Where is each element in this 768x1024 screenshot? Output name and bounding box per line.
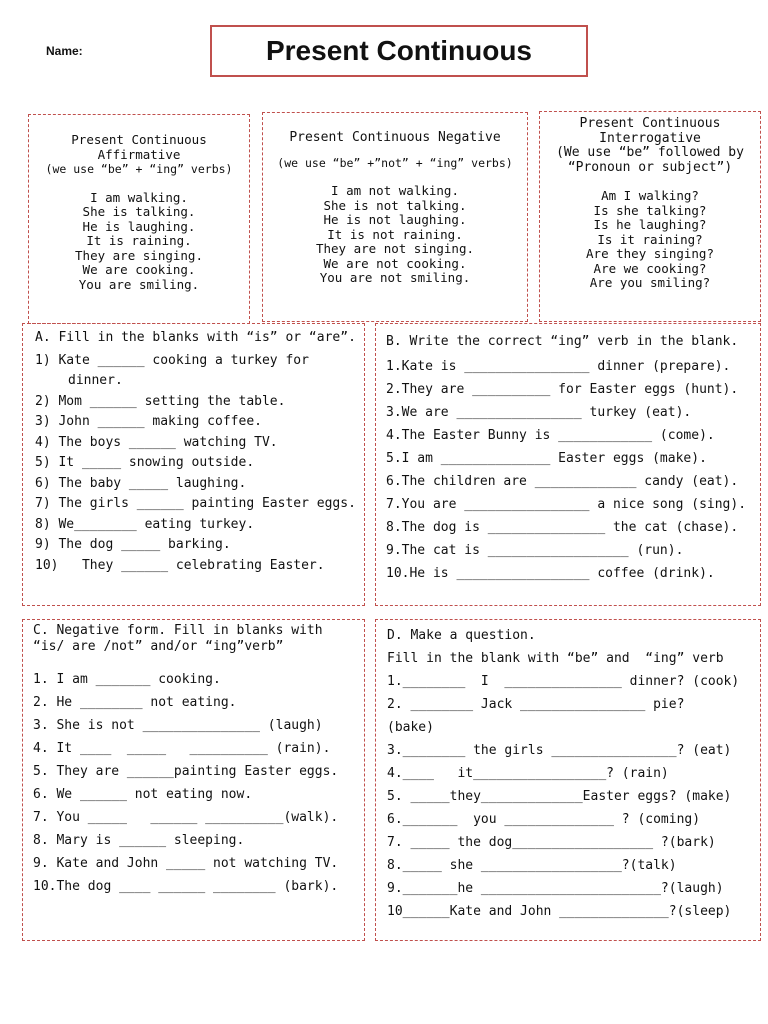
- affirmative-heading-2: Affirmative: [97, 146, 181, 162]
- exercise-c-item: 8. Mary is ______ sleeping.: [33, 833, 245, 848]
- negative-heading-1: Present Continuous Negative: [289, 130, 501, 145]
- negative-example: She is not talking.: [323, 197, 467, 213]
- exercise-b-item: 3.We are ________________ turkey (eat).: [386, 405, 692, 420]
- affirmative-example: It is raining.: [86, 233, 192, 248]
- exercise-a-item: 8) We________ eating turkey.: [35, 516, 255, 532]
- interrogative-example: Is it raining?: [597, 231, 703, 247]
- exercise-d-item: 5. _____they_____________Easter eggs? (make): [387, 789, 732, 804]
- exercise-a-item: 9) The dog _____ barking.: [35, 537, 231, 552]
- affirmative-heading-3: (we use “be” + “ing” verbs): [45, 162, 233, 176]
- exercise-d-item: 8._____ she __________________?(talk): [387, 858, 677, 873]
- exercise-a-item: 6) The baby _____ laughing.: [35, 475, 247, 491]
- exercise-a-item: 5) It _____ snowing outside.: [35, 455, 255, 470]
- affirmative-example: We are cooking.: [82, 262, 196, 277]
- exercise-a-item: 1) Kate ______ cooking a turkey for: [35, 352, 309, 368]
- interrogative-heading-2: Interrogative: [599, 130, 701, 146]
- exercise-c-item: 7. You _____ ______ __________(walk).: [33, 810, 339, 825]
- exercise-c-item: 5. They are ______painting Easter eggs.: [33, 764, 339, 779]
- exercise-c-box: [22, 619, 365, 941]
- negative-heading-2: [263, 146, 527, 156]
- exercise-b-item: 8.The dog is _______________ the cat (chase).: [386, 520, 739, 535]
- exercise-b-item: 5.I am ______________ Easter eggs (make).: [386, 451, 707, 466]
- exercise-b-item: 10.He is _________________ coffee (drink).: [386, 566, 715, 581]
- exercise-a-item: dinner.: [68, 373, 123, 388]
- interrogative-heading-3: (We use “be” followed by: [556, 145, 744, 160]
- exercise-d-box: [375, 619, 761, 941]
- interrogative-example: Are we cooking?: [593, 260, 707, 276]
- exercise-d-item: 7. _____ the dog__________________ ?(bark): [387, 835, 716, 850]
- negative-example: You are not smiling.: [319, 270, 471, 285]
- exercise-b-item: 6.The children are _____________ candy (eat).: [386, 474, 739, 489]
- negative-heading-3: (we use “be” +”not” + “ing” verbs): [277, 155, 513, 170]
- exercise-d-subheading: Fill in the blank with “be” and “ing” verb: [387, 651, 724, 666]
- interrogative-heading-4: “Pronoun or subject”): [567, 159, 733, 175]
- affirmative-example: She is talking.: [82, 204, 196, 219]
- exercise-b-item: 1.Kate is ________________ dinner (prepare).: [386, 359, 731, 374]
- interrogative-example: Am I walking?: [601, 188, 699, 203]
- interrogative-example: Is he laughing?: [593, 217, 707, 232]
- negative-example: We are not cooking.: [323, 255, 467, 271]
- exercise-c-heading-2: “is/ are /not” and/or “ing”verb”: [33, 639, 284, 654]
- exercise-a-item: 3) John ______ making coffee.: [35, 414, 262, 429]
- negative-example: I am not walking.: [331, 183, 459, 198]
- negative-box: [262, 112, 528, 322]
- exercise-b-item: 7.You are ________________ a nice song (sing).: [386, 497, 747, 512]
- exercise-d-item: 2. ________ Jack ________________ pie?: [387, 697, 685, 712]
- affirmative-example: They are singing.: [75, 247, 203, 263]
- negative-example: He is not laughing.: [323, 212, 467, 227]
- exercise-a-box: [22, 323, 365, 606]
- negative-example: They are not singing.: [315, 241, 475, 256]
- exercise-d-item: 6._______ you ______________ ? (coming): [387, 812, 701, 827]
- name-label: Name:: [46, 44, 83, 58]
- interrogative-example: Are you smiling?: [589, 275, 711, 290]
- exercise-d-item: (bake): [387, 720, 434, 735]
- affirmative-box: [28, 114, 250, 324]
- exercise-c-item: 1. I am _______ cooking.: [33, 672, 221, 687]
- exercise-b-item: 2.They are __________ for Easter eggs (hunt).: [386, 382, 739, 397]
- interrogative-example: Are they singing?: [586, 246, 714, 261]
- exercise-b-heading: B. Write the correct “ing” verb in the blank.: [386, 334, 739, 349]
- affirmative-example: He is laughing.: [82, 218, 196, 234]
- exercise-d-item: 4.____ it_________________? (rain): [387, 766, 669, 781]
- exercise-b-item: 9.The cat is __________________ (run).: [386, 543, 684, 558]
- exercise-a-heading: A. Fill in the blanks with “is” or “are”.: [35, 330, 356, 345]
- exercise-c-item: 4. It ____ _____ __________ (rain).: [33, 741, 331, 756]
- exercise-a-item: 10) They ______ celebrating Easter.: [35, 557, 325, 573]
- exercise-c-heading-1: C. Negative form. Fill in blanks with: [33, 623, 323, 638]
- negative-example: It is not raining.: [327, 226, 463, 242]
- page-title: Present Continuous: [210, 25, 588, 77]
- exercise-b-box: [375, 323, 761, 606]
- affirmative-heading-1: Present Continuous: [71, 132, 207, 147]
- exercise-d-heading: D. Make a question.: [387, 628, 536, 643]
- interrogative-box: [539, 111, 761, 322]
- affirmative-example: You are smiling.: [78, 276, 200, 292]
- exercise-c-item: 2. He ________ not eating.: [33, 695, 237, 710]
- exercise-d-item: 10______Kate and John ______________?(sleep): [387, 904, 732, 919]
- interrogative-example: Is she talking?: [593, 202, 707, 218]
- exercise-a-item: 7) The girls ______ painting Easter eggs.: [35, 496, 356, 511]
- exercise-b-item: 4.The Easter Bunny is ____________ (come).: [386, 428, 715, 443]
- affirmative-example: I am walking.: [90, 189, 188, 205]
- exercise-a-item: 2) Mom ______ setting the table.: [35, 393, 286, 409]
- exercise-d-item: 3.________ the girls ________________? (eat): [387, 743, 732, 758]
- interrogative-heading-1: Present Continuous: [579, 116, 721, 131]
- exercise-c-item: 9. Kate and John _____ not watching TV.: [33, 856, 339, 871]
- exercise-d-item: 9._______he _______________________?(laugh): [387, 881, 724, 896]
- exercise-c-item: 10.The dog ____ ______ ________ (bark).: [33, 879, 339, 894]
- exercise-d-item: 1.________ I _______________ dinner? (cook): [387, 674, 740, 689]
- exercise-c-item: 3. She is not _______________ (laugh): [33, 718, 323, 733]
- exercise-c-item: 6. We ______ not eating now.: [33, 787, 253, 802]
- exercise-a-item: 4) The boys ______ watching TV.: [35, 434, 278, 450]
